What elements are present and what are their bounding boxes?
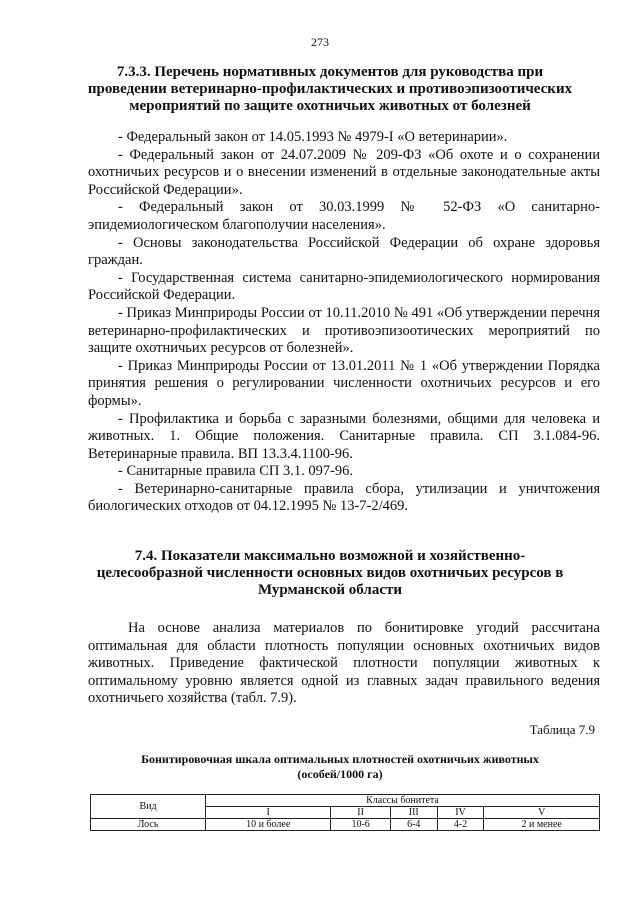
- class-header: IV: [437, 807, 484, 819]
- table-title-line: (особей/1000 га): [297, 767, 383, 781]
- heading-line: мероприятий по защите охотничьих животных от болезней: [129, 98, 531, 114]
- table-label: Таблица 7.9: [529, 722, 595, 737]
- value-cell: 4-2: [437, 819, 484, 831]
- list-item: - Основы законодательства Российской Федерации об охране здоровья граждан.: [88, 234, 600, 269]
- value-cell: 2 и менее: [484, 819, 600, 831]
- list-item: - Федеральный закон от 24.07.2009 № 209-ФЗ «Об охоте и о сохранении охотничьих ресурсов и о внесении изменений в отдельные законодательные акты Российской Федерации».: [88, 146, 600, 198]
- heading-line: целесообразной численности основных видов охотничьих ресурсов в: [96, 565, 564, 581]
- class-header: II: [331, 807, 391, 819]
- table-header-row: [91, 795, 600, 807]
- list-item: - Санитарные правила СП 3.1. 097-96.: [118, 463, 354, 480]
- section-heading-7-4: [60, 548, 600, 599]
- class-header: I: [206, 807, 331, 819]
- paragraph-text: На основе анализа материалов по бонитировке угодий рассчитана оптимальная для области плотность популяции основных охотничьих видов животных. Приведение фактической плотности популяции животных к оптимальному уровню является одной из главных задач правильного ведения охотничьего хозяйства (табл. 7.9).: [88, 620, 600, 707]
- list-item: - Федеральный закон от 30.03.1999 № 52-ФЗ «О санитарно-эпидемиологическом благополучии населения».: [88, 199, 600, 233]
- value-cell: 10 и более: [206, 819, 331, 831]
- list-item: - Профилактика и борьба с заразными болезнями, общими для человека и животных. 1. Общие положения. Санитарные правила. СП 3.1.084-96. Ветеринарные правила. ВП 13.3.4.1100-96.: [88, 410, 600, 462]
- bonitet-table: [90, 794, 600, 831]
- class-header: III: [390, 807, 437, 819]
- heading-line: 7.3.3. Перечень нормативных документов для руководства при: [116, 64, 544, 80]
- section-heading-7-3-3: [60, 64, 600, 115]
- list-item: - Ветеринарно-санитарные правила сбора, утилизации и уничтожения биологических отходов от 04.12.1995 № 13-7-2/469.: [88, 480, 600, 515]
- value-cell: 6-4: [390, 819, 437, 831]
- class-header: V: [484, 807, 600, 819]
- page-number: 273: [311, 35, 329, 49]
- heading-line: 7.4. Показатели максимально возможной и хозяйственно-: [134, 548, 526, 564]
- section-paragraph: [88, 620, 600, 708]
- col-header-species: Вид: [91, 795, 206, 819]
- col-header-classes: Классы бонитета: [206, 795, 600, 807]
- heading-line: проведении ветеринарно-профилактических и противоэпизоотических: [87, 81, 573, 97]
- table-title: [90, 752, 590, 782]
- table-row: [91, 819, 600, 831]
- list-item: - Приказ Минприроды России от 13.01.2011 № 1 «Об утверждении Порядка принятия решения о регулировании численности охотничьих ресурсов и его формы».: [88, 357, 600, 409]
- table-title-line: Бонитировочная шкала оптимальных плотностей охотничьих животных: [141, 752, 539, 766]
- species-cell: Лось: [91, 819, 206, 831]
- heading-line: Мурманской области: [257, 582, 403, 598]
- list-item: - Государственная система санитарно-эпидемиологического нормирования Российской Федерации.: [88, 269, 600, 304]
- normative-documents-list: [88, 129, 600, 516]
- value-cell: 10-6: [331, 819, 391, 831]
- list-item: - Приказ Минприроды России от 10.11.2010 № 491 «Об утверждении перечня ветеринарно-профилактических и противоэпизоотических мероприятий по защите охотничьих ресурсов от болезней».: [88, 304, 600, 357]
- list-item: - Федеральный закон от 14.05.1993 № 4979-I «О ветеринарии».: [118, 129, 508, 145]
